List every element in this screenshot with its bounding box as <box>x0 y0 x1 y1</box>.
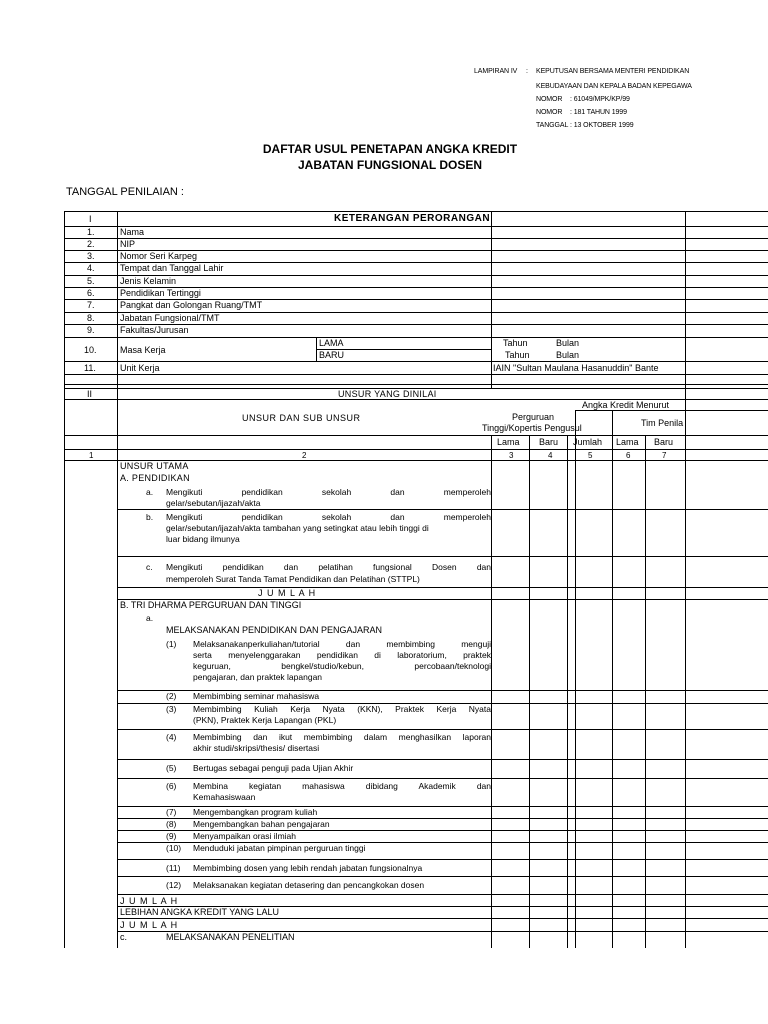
row-num: 10. <box>84 345 97 355</box>
item-num: (12) <box>166 880 182 890</box>
jumlah-a: J U M L A H <box>258 588 317 598</box>
tanggal-label: TANGGAL <box>536 122 569 129</box>
row-num: 9. <box>87 325 95 335</box>
col-unsur-header: UNSUR DAN SUB UNSUR <box>242 413 361 423</box>
keputusan-line2: KEBUDAYAAN DAN KEPALA BADAN KEPEGAWA <box>536 83 692 90</box>
item-text: Mengembangkan program kuliah <box>193 807 318 817</box>
lebihan-angka-kredit: LEBIHAN ANGKA KREDIT YANG LALU <box>120 907 280 917</box>
nomor2-label: NOMOR <box>536 109 563 116</box>
item-text: luar bidang ilmunya <box>166 534 240 544</box>
section1-number: I <box>89 214 92 224</box>
col-baru: Baru <box>539 437 559 447</box>
item-text: Mengikuti pendidikan sekolah dan memperoleh <box>166 487 491 497</box>
item-num: (8) <box>166 819 177 829</box>
c-title: MELAKSANAKAN PENELITIAN <box>166 932 295 942</box>
item-num: (9) <box>166 831 177 841</box>
item-text: Melaksanakan kegiatan detasering dan pencangkokan dosen <box>193 880 425 890</box>
unit-kerja-value: IAIN "Sultan Maulana Hasanuddin" Bante <box>493 363 659 373</box>
item-label: b. <box>146 512 154 522</box>
item-text: Melaksanakanperkuliahan/tutorial dan membimbing menguji <box>193 639 491 649</box>
field-label-fakultas: Fakultas/Jurusan <box>120 325 189 335</box>
field-label-pendidikan: Pendidikan Tertinggi <box>120 288 201 298</box>
field-label-pangkat: Pangkat dan Golongan Ruang/TMT <box>120 300 263 310</box>
colnum-2: 2 <box>302 451 307 460</box>
item-num: (2) <box>166 691 177 701</box>
lampiran-colon: : <box>526 68 528 75</box>
section1-title: KETERANGAN PERORANGAN <box>334 213 491 224</box>
field-label-masa-kerja: Masa Kerja <box>120 345 166 355</box>
row-num: 11. <box>84 363 96 373</box>
c-label: c. <box>120 932 128 942</box>
field-label-karpeg: Nomor Seri Karpeg <box>120 251 198 261</box>
nomor2-value: : 181 TAHUN 1999 <box>570 109 627 116</box>
row-num: 1. <box>87 227 95 237</box>
jumlah-b: J U M L A H <box>120 896 179 906</box>
item-num: (7) <box>166 807 177 817</box>
document-title-line1: DAFTAR USUL PENETAPAN ANGKA KREDIT <box>262 142 518 156</box>
row-num: 3. <box>87 251 95 261</box>
item-text: keguruan, bengkel/studio/kebun, percobaan/teknologi <box>193 661 491 671</box>
colnum-1: 1 <box>89 451 94 460</box>
item-text: Mengikuti pendidikan dan pelatihan fungsional Dosen dan <box>166 562 491 572</box>
item-num: (4) <box>166 732 177 742</box>
item-text: gelar/sebutan/ijazah/akta tambahan yang setingkat atau lebih tinggi di <box>166 523 429 533</box>
section2-number: II <box>87 389 93 399</box>
row-num: 2. <box>87 239 95 249</box>
item-text: akhir studi/skripsi/thesis/ disertasi <box>193 743 320 753</box>
bulan-baru: Bulan <box>556 350 580 360</box>
a-pendidikan: A. PENDIDIKAN <box>120 473 190 483</box>
colnum-6: 6 <box>626 451 631 460</box>
b-a-title: MELAKSANAKAN PENDIDIKAN DAN PENGAJARAN <box>166 625 383 635</box>
row-num: 7. <box>87 300 95 310</box>
angka-kredit-header: Angka Kredit Menurut <box>582 400 670 410</box>
field-label-jabatan: Jabatan Fungsional/TMT <box>120 313 220 323</box>
tahun-lama: Tahun <box>503 338 528 348</box>
nomor1-value: : 61049/MPK/KP/99 <box>570 96 630 103</box>
document-title-line2: JABATAN FUNGSIONAL DOSEN <box>297 158 482 172</box>
masa-kerja-baru: BARU <box>319 350 345 360</box>
item-text: Membimbing dan ikut membimbing dalam menghasilkan laporan <box>193 732 491 742</box>
field-label-nama: Nama <box>120 227 145 237</box>
item-label: a. <box>146 487 154 497</box>
item-num: (10) <box>166 843 182 853</box>
jumlah-c: J U M L A H <box>120 920 179 930</box>
row-num: 8. <box>87 313 95 323</box>
tanggal-penilaian: TANGGAL PENILAIAN : <box>66 186 184 198</box>
field-label-unit-kerja: Unit Kerja <box>120 363 160 373</box>
tim-penilai-header: Tim Penila <box>641 418 684 428</box>
item-num: (5) <box>166 763 177 773</box>
item-num: (11) <box>166 863 181 873</box>
item-text: Membina kegiatan mahasiswa dibidang Akademik dan <box>193 781 491 791</box>
perguruan-header-2: Tinggi/Kopertis Pengusul <box>482 423 582 433</box>
colnum-4: 4 <box>548 451 553 460</box>
item-text: gelar/sebutan/ijazah/akta <box>166 498 261 508</box>
item-text: Menyampaikan orasi ilmiah <box>193 831 296 841</box>
section2-title: UNSUR YANG DINILAI <box>338 389 437 399</box>
bulan-lama: Bulan <box>556 338 580 348</box>
lampiran-label: LAMPIRAN IV <box>474 68 518 75</box>
item-text: Bertugas sebagai penguji pada Ujian Akhir <box>193 763 354 773</box>
item-num: (3) <box>166 704 177 714</box>
row-num: 6. <box>87 288 95 298</box>
tanggal-value: : 13 OKTOBER 1999 <box>570 122 634 129</box>
item-text: pengajaran, dan praktek lapangan <box>193 672 323 682</box>
item-num: (1) <box>166 639 177 649</box>
tahun-baru: Tahun <box>505 350 530 360</box>
col-lama-tim: Lama <box>616 437 639 447</box>
b-a-label: a. <box>146 613 154 623</box>
item-text: memperoleh Surat Tanda Tamat Pendidikan dan Pelatihan (STTPL) <box>166 574 420 584</box>
colnum-5: 5 <box>588 451 593 460</box>
field-label-kelamin: Jenis Kelamin <box>120 276 177 286</box>
colnum-7: 7 <box>662 451 667 460</box>
item-text: Menduduki jabatan pimpinan perguruan tinggi <box>193 843 366 853</box>
field-label-nip: NIP <box>120 239 136 249</box>
unsur-utama: UNSUR UTAMA <box>120 461 189 471</box>
b-tri-dharma: B. TRI DHARMA PERGURUAN DAN TINGGI <box>120 600 302 610</box>
col-jumlah: Jumlah <box>573 437 603 447</box>
perguruan-header: Perguruan <box>512 412 555 422</box>
item-text: Membimbing dosen yang lebih rendah jabatan fungsionalnya <box>193 863 423 873</box>
row-num: 4. <box>87 263 95 273</box>
col-baru-tim: Baru <box>654 437 674 447</box>
field-label-ttl: Tempat dan Tanggal Lahir <box>120 263 224 273</box>
item-text: Mengembangkan bahan pengajaran <box>193 819 330 829</box>
nomor1-label: NOMOR <box>536 96 563 103</box>
masa-kerja-lama: LAMA <box>319 338 344 348</box>
item-text: Mengikuti pendidikan sekolah dan memperoleh <box>166 512 491 522</box>
item-text: (PKN), Praktek Kerja Lapangan (PKL) <box>193 715 337 725</box>
item-text: serta menyelenggarakan pendidikan di laboratorium, praktek <box>193 650 491 660</box>
keputusan-line1: KEPUTUSAN BERSAMA MENTERI PENDIDIKAN <box>536 68 690 75</box>
item-text: Membimbing seminar mahasiswa <box>193 691 320 701</box>
colnum-3: 3 <box>509 451 514 460</box>
col-lama: Lama <box>497 437 520 447</box>
item-text: Kemahasiswaan <box>193 792 256 802</box>
item-label: c. <box>146 562 153 572</box>
row-num: 5. <box>87 276 95 286</box>
item-num: (6) <box>166 781 177 791</box>
item-text: Membimbing Kuliah Kerja Nyata (KKN), Praktek Kerja Nyata <box>193 704 491 714</box>
